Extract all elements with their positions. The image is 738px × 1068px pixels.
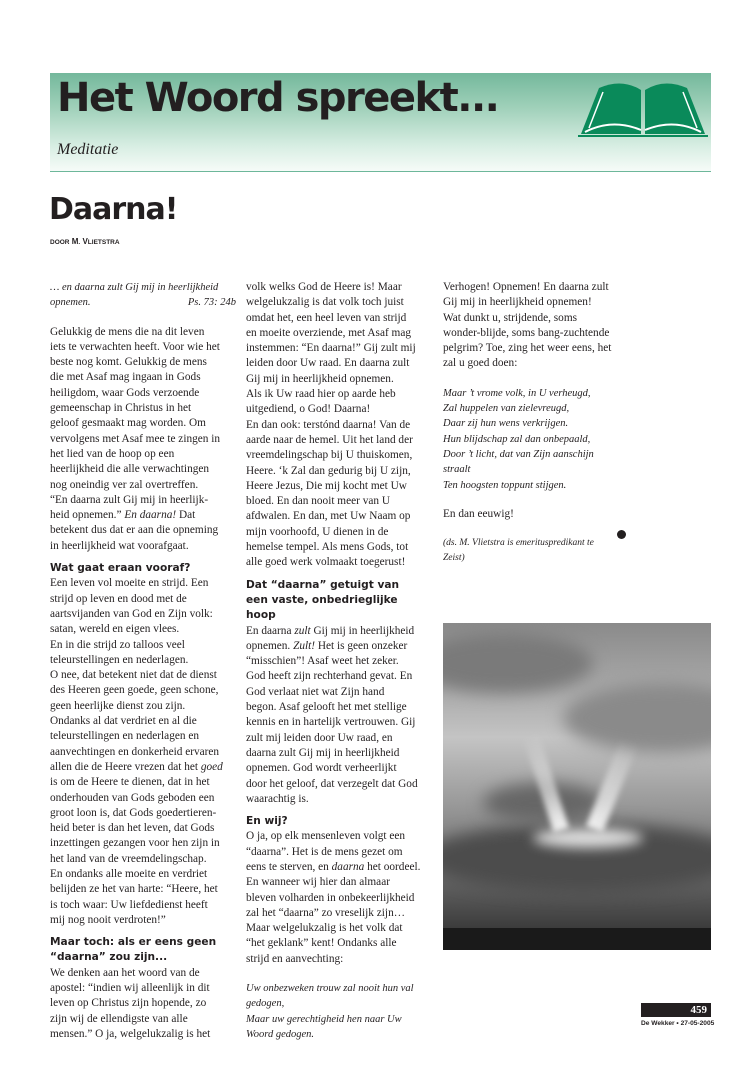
psalm-verse	[246, 981, 432, 1042]
text-line: daarna zult Gij mij in heerlijkheid	[246, 746, 400, 759]
text-line: Woord gedogen.	[246, 1028, 315, 1040]
paragraph	[50, 966, 236, 1042]
text-line: leiden door Uw raad. En daarna zult	[246, 357, 410, 370]
text-line: betekent dus dat er aan die opneming	[50, 524, 219, 537]
open-book-icon	[577, 80, 709, 138]
text-line: onderhouden van Gods geboden een	[50, 791, 215, 804]
text-line: strijd op leven en dood met de	[50, 592, 187, 605]
text-line: aanvechtingen en donkerheid ervaren	[50, 745, 220, 758]
article-title: Daarna!	[49, 192, 178, 227]
text-line: opnemen. God wordt verheerlijkt	[246, 762, 397, 775]
scripture-quote	[50, 280, 236, 311]
text-line: Gelukkig de mens die na dit leven	[50, 325, 205, 338]
text-line: geloof gesmaakt mag worden. Om	[50, 417, 206, 430]
text-line: apostel: “indien wij alleenlijk in dit	[50, 982, 210, 995]
page-number	[641, 1003, 711, 1017]
paragraph	[50, 325, 236, 554]
text-line: beste nog komt. Gelukkig de mens	[50, 356, 207, 369]
text-line: Ondanks al dat verdriet en al die	[50, 715, 197, 728]
text-line: uitgediend, o God! Daarna!	[246, 403, 371, 416]
text-line: zal u goed doen:	[443, 357, 518, 370]
text-line: “daarna” zou zijn...	[50, 951, 168, 964]
text-line: wonder-blijde, soms bang-zuchtende	[443, 326, 610, 339]
article-column-1	[50, 280, 236, 1042]
text-line: zijn wij de ellendigste van alle	[50, 1012, 188, 1025]
text-line: alle goed werk volmaakt toegerust!	[246, 556, 406, 569]
text-line: Heere Jezus, Die mij kocht met Uw	[246, 479, 407, 492]
text-line: vreemdelingschap bij U thuiskomen,	[246, 449, 413, 462]
text-line: (ds. M. Vlietstra is emerituspredikant te	[443, 538, 594, 549]
text-line: Een leven vol moeite en strijd. Een	[50, 577, 209, 590]
paragraph	[50, 576, 236, 928]
text-line: “het geklank” kent! Ondanks alle	[246, 937, 397, 950]
psalm-verse	[443, 386, 629, 493]
paragraph	[443, 280, 629, 372]
text-line: strijd en aanvechting:	[246, 952, 344, 965]
text-line: heid beter is dan het leven, dat Gods	[50, 822, 215, 835]
text-line: mij nog nooit verdroten!”	[50, 913, 166, 926]
magazine-date: De Wekker • 27-05-2005	[641, 1020, 715, 1027]
text-line: Wat gaat eraan vooraf?	[50, 562, 191, 575]
text-line: Verhogen! Opnemen! En daarna zult	[443, 281, 609, 293]
text-line: door het geloof, dat verzegelt dat God	[246, 777, 418, 790]
text-line: een vaste, onbedrieglijke	[246, 593, 398, 606]
text-line: En daarna zult Gij mij in heerlijkheid	[246, 624, 415, 637]
text-line: Gij mij in heerlijkheid opnemen!	[443, 296, 592, 309]
text-line: En wanneer wij hier dan almaar	[246, 876, 390, 889]
text-line: opnemen. Zult! Het is geen onzeker	[246, 639, 408, 652]
text-line: Zeist)	[443, 553, 465, 564]
section-title: Het Woord spreekt...	[57, 75, 499, 121]
text-line: opnemen. Ps. 73: 24b	[50, 295, 236, 310]
text-line: mensen.” O ja, welgelukzalig is het	[50, 1027, 211, 1040]
text-line: “En daarna zult Gij mij in heerlijk-	[50, 493, 209, 506]
text-line: Hun blijdschap zal dan onbepaald,	[443, 433, 591, 445]
article-column-3	[443, 280, 629, 567]
text-line: straalt	[443, 464, 471, 476]
text-line: is om de Heere te dienen, dat in het	[50, 776, 210, 789]
text-line: die met Asaf mag ingaan in Gods	[50, 371, 201, 384]
section-subtitle: Meditatie	[57, 141, 119, 158]
text-line: Door ’t licht, dat van Zijn aanschijn	[443, 448, 594, 460]
scripture-reference: Ps. 73: 24b	[187, 297, 236, 309]
text-line: in heerlijkheid wat voorafgaat.	[50, 539, 189, 552]
paragraph	[246, 280, 432, 571]
text-line: het lied van de hoop op een	[50, 447, 175, 460]
text-line: nog oneindig ver zal overtreffen.	[50, 478, 199, 491]
text-line: zult mij leiden door Uw raad, en	[246, 731, 393, 744]
paragraph	[246, 624, 432, 808]
text-line: iets te verwachten heeft. Voor wie het	[50, 340, 220, 353]
text-line: Heere. ‘k Zal dan gedurig bij U zijn,	[246, 464, 411, 477]
text-line: aarde naar de hemel. Uit het land der	[246, 433, 413, 446]
byline	[50, 237, 120, 246]
text-line: bleven volharden in onbekeerlijkheid	[246, 891, 415, 904]
text-line: Maar toch: als er eens geen	[50, 936, 217, 949]
tree-line	[443, 928, 711, 950]
text-line: gemeenschap in Christus in het	[50, 402, 192, 415]
text-line: afdwalen. En dan, met Uw Naam op	[246, 510, 411, 523]
text-line: En ondanks alle moeite en verdriet	[50, 867, 208, 880]
text-line: “daarna”. Het is de mens gezet om	[246, 845, 403, 858]
end-of-article-bullet	[617, 530, 626, 539]
page-number-text: 459	[690, 1004, 707, 1016]
text-line: leven op Christus zijn hopende, zo	[50, 997, 207, 1010]
text-line: heiligdom, waar Gods verzoende	[50, 386, 200, 399]
text-line: O nee, dat betekent niet dat de dienst	[50, 669, 217, 682]
text-line: Dat “daarna” getuigt van	[246, 578, 400, 591]
paragraph	[443, 507, 629, 522]
text-line: Maar welgelukzalig is het volk dat	[246, 922, 403, 935]
text-line: teleurstellingen en nederlagen en	[50, 730, 199, 743]
text-line: aartsvijanden van God en Zijn volk:	[50, 607, 213, 620]
text-line: Als ik Uw raad hier op aarde heb	[246, 388, 396, 401]
text-line: waarachtig is.	[246, 792, 309, 805]
text-line: inzettingen gezangen voor hen zijn in	[50, 837, 220, 850]
text-line: bloed. En dan nooit meer van U	[246, 495, 390, 508]
text-line: allen die de Heere vrezen dat het goed	[50, 760, 223, 773]
text-line: Ten hoogsten toppunt stijgen.	[443, 479, 567, 491]
text-line: geen heerlijke dienst zou zijn.	[50, 699, 186, 712]
text-line: gedogen,	[246, 998, 285, 1010]
text-line: Wat dunkt u, strijdende, soms	[443, 311, 578, 324]
text-line: We denken aan het woord van de	[50, 966, 200, 979]
text-line: heid opnemen.” En daarna! Dat	[50, 509, 196, 522]
text-line: heerlijkheid die alle verwachtingen	[50, 463, 210, 476]
text-line: kennis en in hartelijk vertrouwen. Gij	[246, 716, 416, 729]
text-line: en moeite overziende, met Asaf mag	[246, 326, 411, 339]
text-line: pelgrim? Toe, zing het weer eens, het	[443, 342, 612, 355]
text-line: O ja, op elk mensenleven volgt een	[246, 830, 406, 843]
byline-prefix: DOOR	[50, 239, 70, 246]
text-line: “misschien”! Asaf weet het zeker.	[246, 655, 399, 668]
text-line: volk welks God de Heere is! Maar	[246, 281, 402, 293]
text-line: des Heeren geen goede, geen schone,	[50, 684, 219, 697]
byline-author: M. VLIETSTRA	[71, 237, 120, 246]
text-line: Maar uw gerechtigheid hen naar Uw	[246, 1013, 402, 1025]
text-line: Zal huppelen van zielevreugd,	[443, 403, 570, 415]
text-line: En dan eeuwig!	[443, 507, 514, 520]
text-line: Gij mij in heerlijkheid opnemen.	[246, 372, 394, 385]
text-line: begon. Asaf gelooft het met stellige	[246, 701, 407, 714]
subheading	[246, 578, 432, 624]
text-line: Maar ’t vrome volk, in U verheugd,	[443, 387, 591, 399]
text-line: vervolgens met Asaf mee te zingen in	[50, 432, 221, 445]
paragraph	[246, 829, 432, 967]
text-line: hemelse tempel. Als mens Gods, tot	[246, 541, 409, 554]
text-line: Daar zij hun wens verkrijgen.	[443, 418, 569, 430]
article-column-2	[246, 280, 432, 1042]
author-note	[443, 536, 629, 567]
text-line: teleurstellingen en nederlagen.	[50, 653, 189, 666]
text-line: eens te sterven, en daarna het oordeel.	[246, 860, 421, 873]
text-line: groot loon is, dat Gods goedertieren-	[50, 806, 217, 819]
text-line: God verlaat niet wat Zijn hand	[246, 685, 385, 698]
text-line: … en daarna zult Gij mij in heerlijkheid	[50, 282, 219, 293]
text-line: mijn voorhoofd, U dienen in de	[246, 525, 389, 538]
text-line: omdat het, een heel leven van strijd	[246, 311, 407, 324]
text-line: welgelukzalig is dat volk toch juist	[246, 296, 404, 309]
text-line: hoop	[246, 609, 276, 622]
subheading	[50, 935, 236, 966]
text-line: satan, wereld en eigen vlees.	[50, 623, 180, 636]
text-line: belijden ze het van harte: “Heere, het	[50, 883, 218, 896]
text-line: is toch waar: Uw liefdedienst heeft	[50, 898, 208, 911]
text-line: En in die strijd zo talloos veel	[50, 638, 185, 651]
subheading	[246, 814, 432, 829]
text-line: God heeft zijn rechterhand gevat. En	[246, 670, 413, 683]
subheading	[50, 561, 236, 576]
text-line: zal het “daarna” zo vreselijk zijn…	[246, 906, 406, 919]
text-line: instemmen: “En daarna!” Gij zult mij	[246, 342, 416, 355]
text-line: En wij?	[246, 815, 288, 828]
text-line: Uw onbezweken trouw zal nooit hun val	[246, 983, 414, 995]
text-line: En dan ook: terstónd daarna! Van de	[246, 418, 411, 431]
sky-photo	[443, 623, 711, 950]
text-line: het land van de vreemdelingschap.	[50, 852, 207, 865]
